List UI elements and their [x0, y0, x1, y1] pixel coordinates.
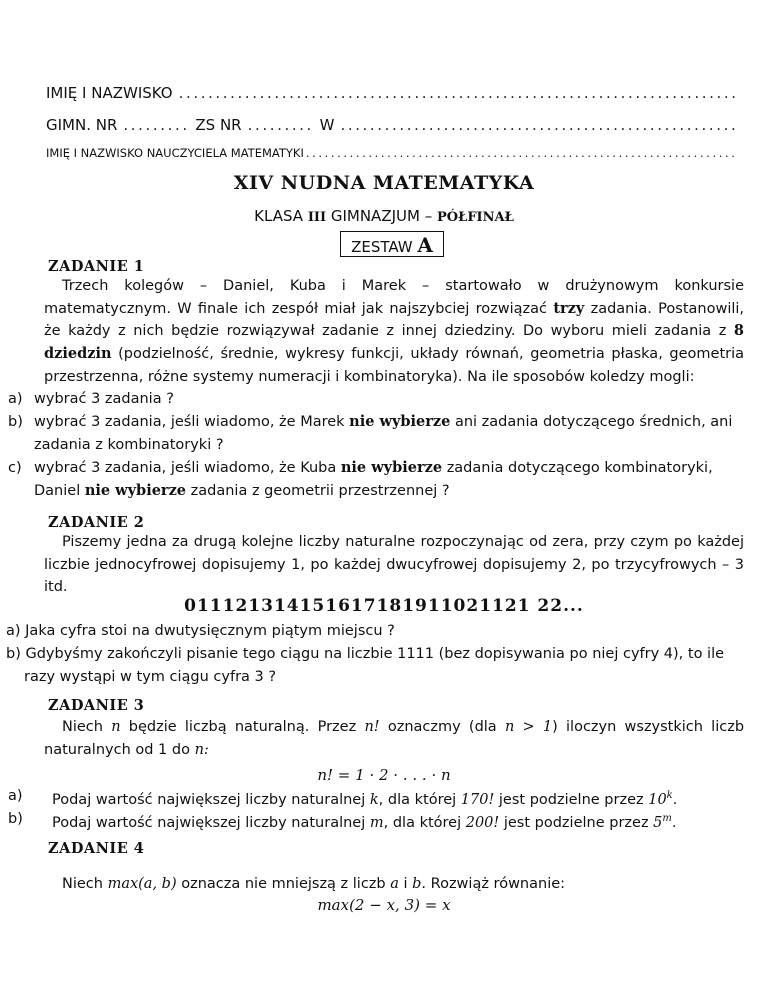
subtitle-school: GIMNAZJUM –	[330, 207, 433, 225]
set-label: ZESTAW	[351, 238, 413, 256]
task1-c-pre: wybrać 3 zadania, jeśli wiadomo, że Kuba	[34, 460, 337, 476]
task3-b-pre: Podaj wartość największej liczby naturalnej	[52, 814, 366, 831]
task1-c-bold-2: nie wybierze	[84, 481, 187, 499]
student-name-blank[interactable]	[179, 84, 738, 102]
task1-bold-trzy: trzy	[553, 299, 585, 317]
subtitle-stage: PÓŁFINAŁ	[437, 210, 514, 225]
student-name-label: IMIĘ I NAZWISKO	[46, 84, 173, 102]
gimn-label: GIMN. NR	[46, 116, 118, 134]
task3-heading: ZADANIE 3	[48, 697, 145, 714]
task2-intro	[44, 531, 744, 599]
task4-intro	[44, 873, 744, 896]
task1-a-label: a)	[8, 391, 23, 407]
task3-n-end: n:	[194, 741, 209, 758]
task1-c-label: c)	[8, 460, 22, 476]
task1-c-post: zadania z geometrii przestrzennej ?	[190, 482, 450, 499]
task3-item-b	[8, 808, 744, 835]
task1-bold-dziedzin: 8 dziedzin	[44, 322, 744, 363]
teacher-blank[interactable]	[306, 146, 738, 160]
task1-b-label: b)	[8, 414, 23, 430]
task1-c-bold-1: nie wybierze	[340, 459, 443, 476]
task2-intro-text: Piszemy jedna za drugą kolejne liczby naturalne rozpoczynając od zera, przy czym po każdej liczbie jednocyfrowej dopisujemy 1, po każdej dwucyfrowej dopisujemy 2, po trzycyfrowych – 3 itd.	[44, 534, 744, 596]
task3-intro-post: ) iloczyn wszystkich liczb naturalnych od 1 do	[44, 719, 745, 758]
teacher-line	[46, 146, 738, 160]
subtitle-prefix: KLASA	[254, 207, 304, 225]
school-line	[46, 116, 738, 134]
task3-formula: n! = 1 · 2 · . . . · n	[317, 766, 451, 784]
task4-intro-post: Rozwiąż równanie:	[430, 876, 566, 892]
task3-a-pow-exp: k	[666, 790, 673, 801]
task4-var-a: a	[390, 876, 399, 892]
task3-b-pow-base: 5	[653, 814, 663, 831]
task1-b-post: ani zadania dotyczącego średnich, ani zadania z kombinatoryki ?	[34, 414, 733, 453]
task3-intro-pre: Niech	[62, 719, 103, 735]
task2-sequence: 011121314151617181911021121 22...	[184, 596, 584, 616]
task1-text-1: Trzech kolegów – Daniel, Kuba i Marek – startowało w drużynowym konkursie matematycznym. W finale ich zespół miał jak najszybciej rozwiązać	[44, 278, 744, 317]
task4-equation: max(2 − x, 3) = x	[317, 896, 451, 914]
task4-var-b: b.	[412, 876, 427, 892]
task2-item-a	[6, 620, 744, 643]
task3-a-mid: , dla której	[378, 791, 457, 808]
task3-a-fact: 170!	[460, 791, 495, 808]
task1-b-pre: wybrać 3 zadania, jeśli wiadomo, że Marek	[34, 414, 345, 430]
task4-intro-mid: oznacza nie mniejszą z liczb	[181, 876, 386, 892]
task3-a-pre: Podaj wartość największej liczby naturalnej	[52, 791, 366, 808]
task4-heading: ZADANIE 4	[48, 840, 145, 857]
student-name-line	[46, 84, 738, 102]
task3-b-mid: , dla której	[383, 814, 462, 831]
task1-item-b	[8, 411, 742, 456]
task1-intro	[44, 275, 744, 389]
w-blank[interactable]	[340, 116, 738, 134]
task2-item-b	[6, 643, 744, 688]
task3-nfact: n!	[364, 719, 380, 735]
set-box	[340, 231, 444, 257]
task2-b-text: b) Gdybyśmy zakończyli pisanie tego ciągu na liczbie 1111 (bez dopisywania po niej cyfry 4), to ile razy wystąpi w tym ciągu cyfra 3 ?	[6, 646, 725, 685]
task1-item-a	[8, 388, 752, 411]
task3-intro-mid2: oznaczmy (dla	[387, 719, 497, 735]
task4-max: max(a, b)	[107, 876, 177, 892]
task1-c-body	[34, 457, 742, 502]
task3-cond: n > 1	[504, 719, 553, 735]
task3-intro-mid: będzie liczbą naturalną. Przez	[128, 719, 357, 735]
task3-b-label: b)	[8, 811, 23, 827]
page-title: XIV NUDNA MATEMATYKA	[233, 172, 535, 194]
task4-intro-pre: Niech	[62, 876, 103, 892]
task3-a-label: a)	[8, 788, 23, 804]
task1-text-3: (podzielność, średnie, wykresy funkcji, układy równań, geometria płaska, geometria przestrzenna, różne systemy numeracji i kombinatoryka). Na ile sposobów koledzy mogli:	[44, 346, 744, 385]
task1-b-body	[34, 411, 742, 456]
task2-a-text: a) Jaka cyfra stoi na dwutysięcznym piątym miejscu ?	[6, 623, 395, 639]
subtitle-class: III	[307, 210, 327, 225]
task3-b-var: m	[369, 814, 384, 831]
task3-a-pow-base: 10	[648, 791, 667, 808]
set-letter: A	[417, 233, 433, 257]
task3-var-n: n	[111, 719, 121, 735]
task3-a-post: jest podzielne przez	[498, 791, 644, 808]
task1-b-bold: nie wybierze	[349, 413, 451, 430]
task4-and: i	[403, 876, 408, 892]
task3-b-fact: 200!	[465, 814, 500, 831]
task3-b-pow-exp: m	[662, 813, 672, 824]
task3-b-post: jest podzielne przez	[503, 814, 649, 831]
task2-heading: ZADANIE 2	[48, 514, 145, 531]
teacher-label: IMIĘ I NAZWISKO NAUCZYCIELA MATEMATYKI	[46, 146, 304, 160]
task1-item-c	[8, 457, 742, 502]
task1-text-2: zadania. Postanowili, że każdy z nich będzie rozwiązywał zadanie z innej dziedziny. Do wyboru mieli zadania z	[44, 300, 745, 340]
task1-c-mid: zadania dotyczącego kombinatoryki, Daniel	[34, 460, 713, 499]
gimn-blank[interactable]	[123, 116, 189, 134]
w-label: W	[319, 116, 335, 134]
subtitle	[0, 207, 768, 225]
zs-label: ZS NR	[195, 116, 242, 134]
task3-b-body: Podaj wartość największej liczby naturalnej m, dla której 200! jest podzielne przez 5$^m$.	[52, 813, 677, 831]
zs-blank[interactable]	[248, 116, 314, 134]
task3-a-body: Podaj wartość największej liczby naturalnej k, dla której 170! jest podzielne przez 10$^k$.	[52, 790, 678, 808]
task3-intro	[44, 716, 744, 761]
task1-heading: ZADANIE 1	[48, 258, 145, 275]
task1-a-text: wybrać 3 zadania ?	[34, 391, 174, 407]
task3-a-var: k	[369, 791, 379, 808]
